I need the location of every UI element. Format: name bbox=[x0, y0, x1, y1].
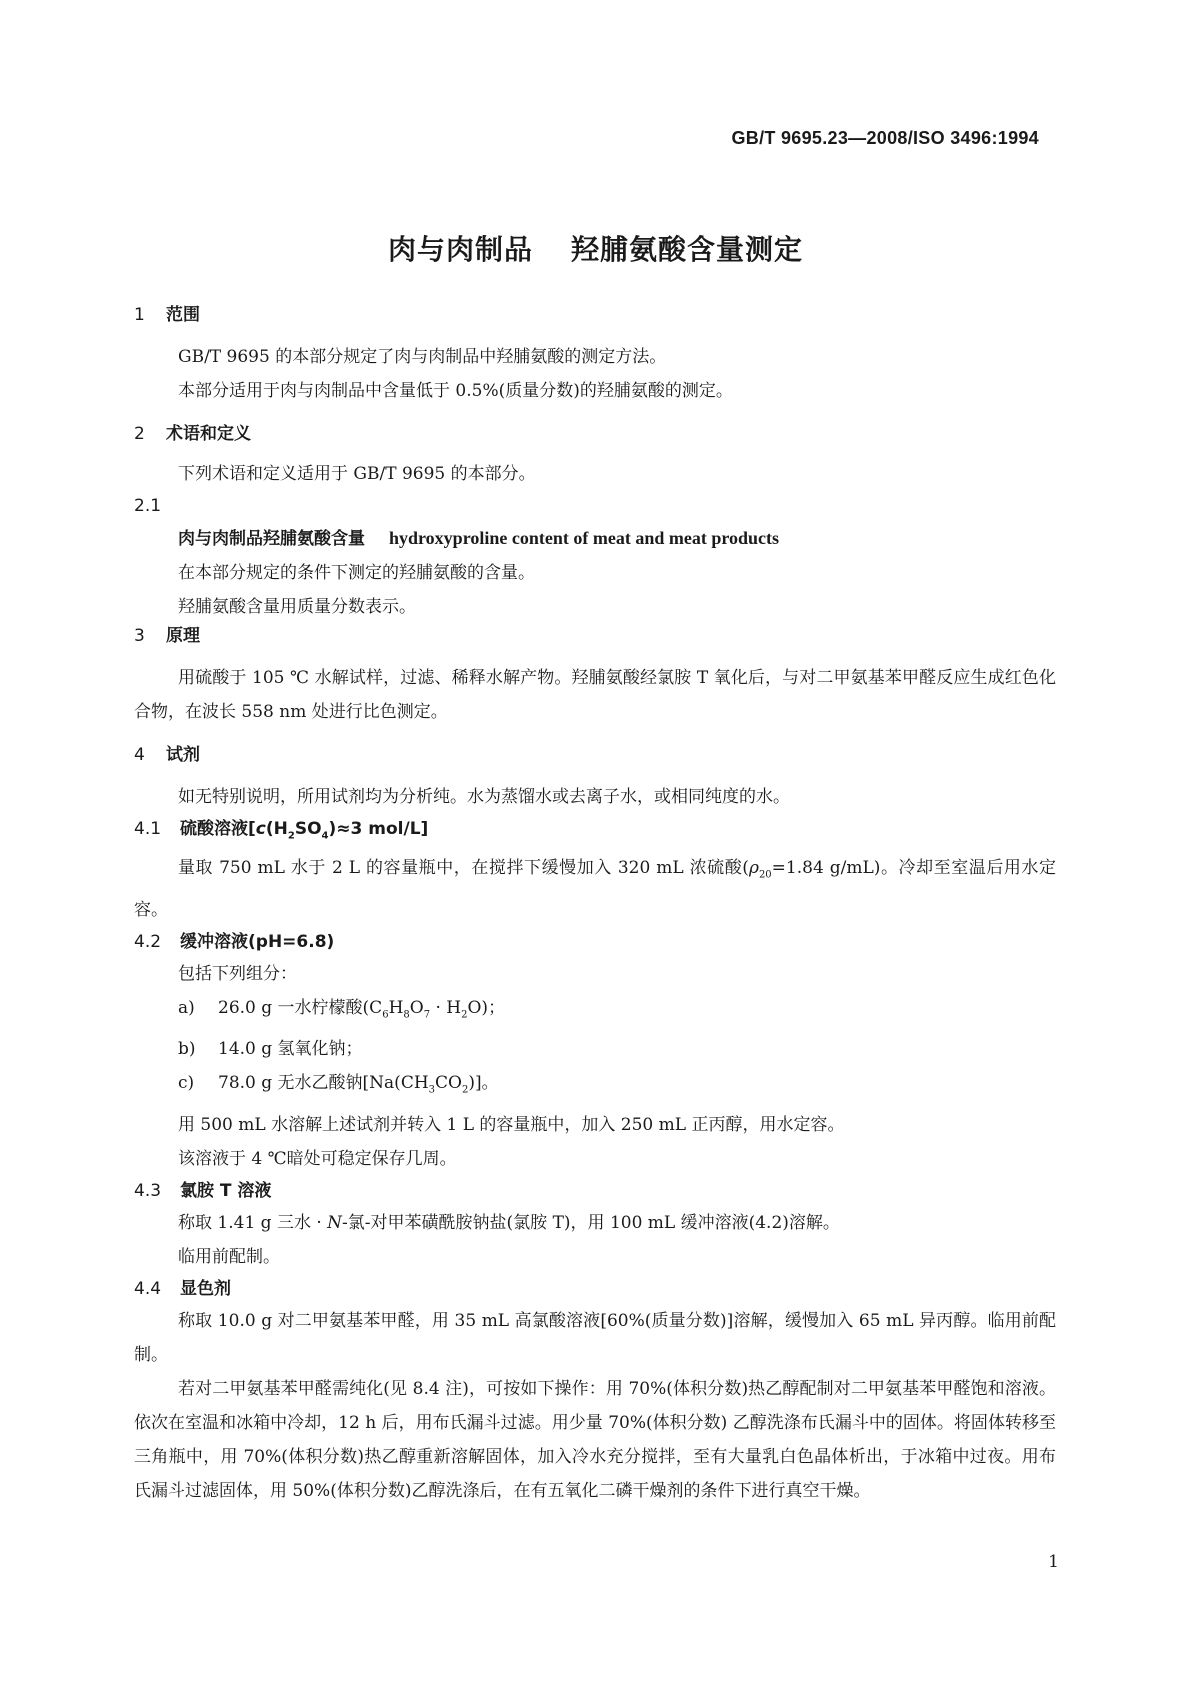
section-2-heading: 2 术语和定义 bbox=[134, 424, 251, 444]
title-part-1: 肉与肉制品 bbox=[387, 233, 533, 266]
section-1-heading: 1 范围 bbox=[134, 305, 200, 325]
section-1 bbox=[134, 298, 1056, 408]
section-4 bbox=[134, 738, 1056, 1508]
term-entry bbox=[134, 521, 1056, 556]
subsection-4-2-intro: 包括下列组分： bbox=[178, 963, 297, 984]
subsection-4-4-para-1: 称取 10.0 g 对二甲氨基苯甲醛，用 35 mL 高氯酸溶液[60%(质量分数)]溶解，缓慢加入 65 mL 异丙醇。临用前配制。 bbox=[134, 1310, 1056, 1365]
subsection-4-2-heading: 4.2 缓冲溶液(pH=6.8) bbox=[134, 931, 335, 952]
subsection-4-2-para-1: 用 500 mL 水溶解上述试剂并转入 1 L 的容量瓶中，加入 250 mL 正丙醇，用水定容。 bbox=[178, 1114, 845, 1135]
section-1-para-2: 本部分适用于肉与肉制品中含量低于 0.5%(质量分数)的羟脯氨酸的测定。 bbox=[178, 381, 733, 401]
subsection-4-2-para-2: 该溶液于 4 ℃暗处可稳定保存几周。 bbox=[178, 1148, 457, 1169]
term-chinese: 肉与肉制品羟脯氨酸含量 bbox=[178, 529, 365, 549]
subsection-4-4-heading: 4.4 显色剂 bbox=[134, 1278, 231, 1299]
term-definition-1: 在本部分规定的条件下测定的羟脯氨酸的含量。 bbox=[178, 563, 535, 583]
subsection-4-4-para-2: 若对二甲氨基苯甲醛需纯化(见 8.4 注)，可按如下操作：用 70%(体积分数)热乙醇配制对二甲氨基苯甲醛饱和溶液。依次在室温和冰箱中冷却，12 h 后，用布氏漏斗过滤。用少量 70%(体积分数) 乙醇洗涤布氏漏斗中的固体。将固体转移至三角瓶中，用 70%(体积分数)热乙醇重新溶解固体，加入冷水充分搅拌，至有大量乳白色晶体析出，于冰箱中过夜。用布氏漏斗过滤固体，用 50%(体积分数)乙醇洗涤后，在有五氧化二磷干燥剂的条件下进行真空干燥。 bbox=[134, 1378, 1056, 1501]
subsection-2-1-number: 2.1 bbox=[134, 496, 162, 516]
section-4-para-1: 如无特别说明，所用试剂均为分析纯。水为蒸馏水或去离子水，或相同纯度的水。 bbox=[178, 787, 790, 807]
section-3 bbox=[134, 619, 1056, 729]
document-title bbox=[0, 228, 1191, 268]
section-2-para-1: 下列术语和定义适用于 GB/T 9695 的本部分。 bbox=[178, 464, 536, 484]
subsection-4-1-heading: 4.1 硫酸溶液[$c(H_2SO_4)\approx 3$ mol/L] bbox=[134, 819, 429, 842]
page-number: 1 bbox=[1048, 1552, 1059, 1572]
standard-number: GB/T 9695.23—2008/ISO 3496:1994 bbox=[731, 128, 1039, 148]
term-english: hydroxyproline content of meat and meat products bbox=[389, 528, 780, 548]
subsection-4-3-heading: 4.3 氯胺 T 溶液 bbox=[134, 1180, 272, 1201]
subsection-4-1-text: 量取 750 mL 水于 2 L 的容量瓶中，在搅拌下缓慢加入 320 mL 浓硫酸($\rho_{20}=1.84$ g/mL)。冷却至室温后用水定容。 bbox=[134, 858, 1056, 920]
section-3-heading: 3 原理 bbox=[134, 626, 200, 646]
list-item-b: b) 14.0 g 氢氧化钠； bbox=[178, 1039, 363, 1060]
subsection-4-3-para-2: 临用前配制。 bbox=[178, 1246, 280, 1267]
section-2 bbox=[134, 417, 1056, 624]
list-item-c: c) 78.0 g 无水乙酸钠$[Na(CH_3CO_2)]$。 bbox=[178, 1073, 499, 1096]
term-definition-2: 羟脯氨酸含量用质量分数表示。 bbox=[178, 597, 416, 617]
list-item-a: a) 26.0 g 一水柠檬酸$(C_6H_8O_7 \cdot H_2O)$； bbox=[178, 997, 506, 1021]
section-4-heading: 4 试剂 bbox=[134, 745, 200, 765]
section-3-para-1: 用硫酸于 105 ℃ 水解试样，过滤、稀释水解产物。羟脯氨酸经氯胺 T 氧化后，与对二甲氨基苯甲醛反应生成红色化合物，在波长 558 nm 处进行比色测定。 bbox=[134, 668, 1056, 722]
subsection-4-3-para-1: 称取 1.41 g 三水 · N-氯-对甲苯磺酰胺钠盐(氯胺 T)，用 100 mL 缓冲溶液(4.2)溶解。 bbox=[178, 1212, 840, 1233]
title-part-2: 羟脯氨酸含量测定 bbox=[571, 233, 804, 266]
section-1-para-1: GB/T 9695 的本部分规定了肉与肉制品中羟脯氨酸的测定方法。 bbox=[178, 347, 667, 367]
